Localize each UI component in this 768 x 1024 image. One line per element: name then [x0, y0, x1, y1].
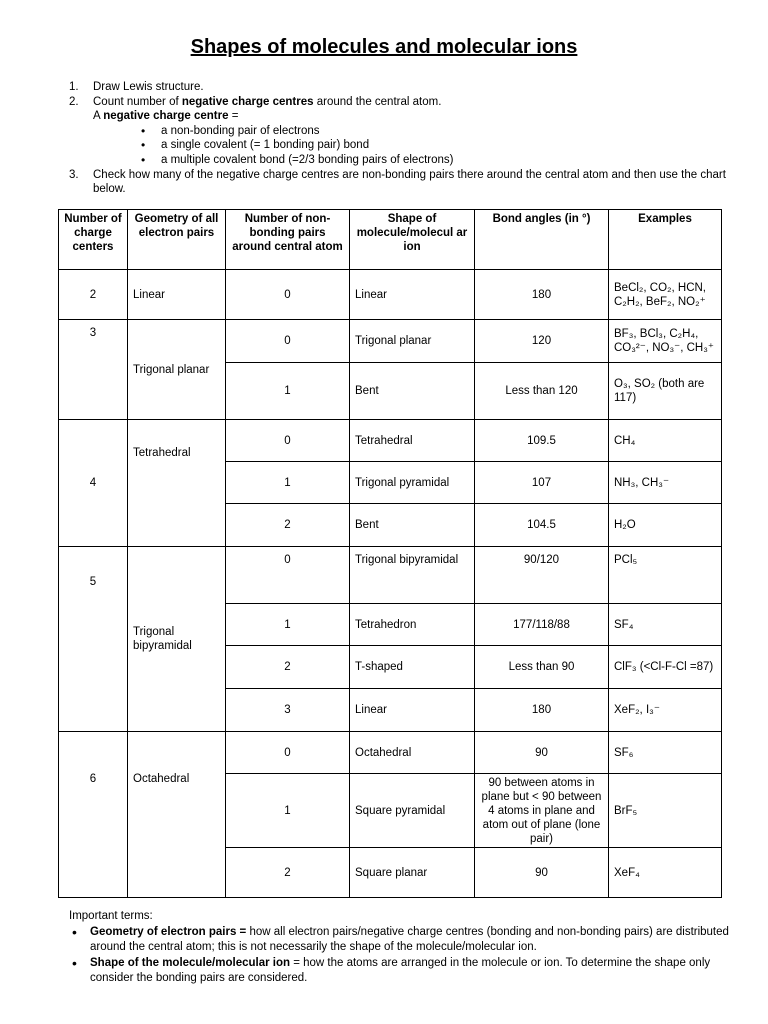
shape-cell: Bent — [350, 504, 475, 547]
nonbonding-cell: 0 — [226, 420, 350, 462]
shape-cell: Bent — [350, 363, 475, 420]
nonbonding-cell: 2 — [226, 504, 350, 547]
nonbonding-cell: 2 — [226, 848, 350, 898]
nonbonding-cell: 1 — [226, 774, 350, 848]
examples-cell: H₂O — [609, 504, 722, 547]
shape-cell: Trigonal planar — [350, 320, 475, 363]
table-row — [59, 732, 722, 774]
header-bond-angles: Bond angles (in °) — [475, 210, 609, 270]
instructions — [69, 80, 729, 197]
examples-cell: XeF₂, I₃⁻ — [609, 689, 722, 732]
term-definition: how all electron pairs/negative charge centres (bonding and non-bonding pairs) are distributed around the central atom; this is not necessarily the shape of the molecule/molecular ion. — [90, 925, 729, 953]
term-name: Geometry of electron pairs = — [90, 925, 247, 938]
table-row — [59, 270, 722, 320]
examples-cell: ClF₃ (<Cl-F-Cl =87) — [609, 646, 722, 689]
step-1 — [69, 80, 729, 95]
term-name: Shape of the molecule/molecular ion — [90, 956, 291, 969]
geometry-cell: Tetrahedral — [128, 420, 226, 547]
charge-centers-cell: 4 — [59, 420, 128, 547]
nonbonding-cell: 3 — [226, 689, 350, 732]
geometry-cell: Trigonal planar — [128, 320, 226, 420]
shape-cell: Tetrahedral — [350, 420, 475, 462]
shape-cell: T-shaped — [350, 646, 475, 689]
angle-cell: Less than 120 — [475, 363, 609, 420]
angle-cell: 180 — [475, 270, 609, 320]
nonbonding-cell: 1 — [226, 462, 350, 504]
shape-cell: Linear — [350, 689, 475, 732]
angle-cell: 90/120 — [475, 547, 609, 604]
examples-cell: XeF₄ — [609, 848, 722, 898]
page-title: Shapes of molecules and molecular ions — [190, 36, 578, 58]
charge-centers-cell: 3 — [59, 320, 128, 420]
nonbonding-cell: 0 — [226, 320, 350, 363]
geometry-cell: Linear — [128, 270, 226, 320]
nonbonding-cell: 0 — [226, 270, 350, 320]
shape-cell: Square planar — [350, 848, 475, 898]
step-2 — [69, 95, 729, 110]
examples-cell: CH₄ — [609, 420, 722, 462]
definition-text: A — [93, 110, 104, 123]
angle-cell: 177/118/88 — [475, 604, 609, 646]
step-number: 3. — [69, 168, 79, 181]
nonbonding-cell: 1 — [226, 363, 350, 420]
header-charge-centers: Number of charge centers — [59, 210, 128, 270]
step-bold-text: negative charge centres — [181, 95, 314, 108]
shape-cell: Square pyramidal — [350, 774, 475, 848]
step-text: around the central atom. — [313, 95, 442, 108]
step-number: 1. — [69, 81, 79, 93]
definition-bold-text: negative charge centre — [103, 110, 229, 123]
step-text: Check how many of the negative charge centres are non-bonding pairs there around the central atom and then use the chart below. — [93, 168, 726, 196]
shape-cell: Linear — [350, 270, 475, 320]
charge-centers-cell: 6 — [59, 732, 128, 898]
angle-cell: 104.5 — [475, 504, 609, 547]
nonbonding-cell: 2 — [226, 646, 350, 689]
examples-cell: NH₃, CH₃⁻ — [609, 462, 722, 504]
geometry-cell: Trigonal bipyramidal — [128, 547, 226, 732]
step-3 — [69, 168, 729, 197]
table-header-row — [59, 210, 722, 270]
charge-centers-cell: 5 — [59, 547, 128, 732]
examples-cell: SF₄ — [609, 604, 722, 646]
angle-cell: 120 — [475, 320, 609, 363]
header-nonbonding-pairs: Number of non-bonding pairs around central atom — [226, 210, 350, 270]
term-geometry — [69, 925, 729, 956]
shape-cell: Trigonal pyramidal — [350, 462, 475, 504]
nonbonding-cell: 0 — [226, 547, 350, 604]
shape-cell: Octahedral — [350, 732, 475, 774]
examples-cell: BeCl₂, CO₂, HCN, C₂H₂, BeF₂, NO₂⁺ — [609, 270, 722, 320]
examples-cell: PCl₅ — [609, 547, 722, 604]
angle-cell: 180 — [475, 689, 609, 732]
examples-cell: BrF₅ — [609, 774, 722, 848]
definition-bullet: • a non-bonding pair of electrons — [69, 124, 729, 139]
vsepr-table — [58, 209, 722, 898]
nonbonding-cell: 1 — [226, 604, 350, 646]
step-number: 2. — [69, 95, 79, 108]
examples-cell: O₃, SO₂ (both are 117) — [609, 363, 722, 420]
important-terms — [69, 909, 729, 987]
examples-cell: BF₃, BCl₃, C₂H₄, CO₃²⁻, NO₃⁻, CH₃⁺ — [609, 320, 722, 363]
step-text: Count number of — [93, 95, 182, 108]
shape-cell: Tetrahedron — [350, 604, 475, 646]
header-geometry: Geometry of all electron pairs — [128, 210, 226, 270]
definition-text: = — [228, 110, 239, 123]
table-row — [59, 547, 722, 604]
definition — [69, 109, 729, 124]
angle-cell: 90 between atoms in plane but < 90 between 4 atoms in plane and atom out of plane (lone pair) — [475, 774, 609, 848]
geometry-cell: Octahedral — [128, 732, 226, 898]
angle-cell: Less than 90 — [475, 646, 609, 689]
header-shape: Shape of molecule/molecul ar ion — [350, 210, 475, 270]
definition-bullet: • a single covalent (= 1 bonding pair) bond — [69, 138, 729, 153]
table-row — [59, 420, 722, 462]
header-examples: Examples — [609, 210, 722, 270]
angle-cell: 90 — [475, 848, 609, 898]
angle-cell: 107 — [475, 462, 609, 504]
angle-cell: 90 — [475, 732, 609, 774]
step-text: Draw Lewis structure. — [93, 81, 204, 93]
table-row — [59, 320, 722, 363]
charge-centers-cell: 2 — [59, 270, 128, 320]
angle-cell: 109.5 — [475, 420, 609, 462]
shape-cell: Trigonal bipyramidal — [350, 547, 475, 604]
definition-bullet: • a multiple covalent bond (=2/3 bonding pairs of electrons) — [69, 153, 729, 168]
term-definition: = how the atoms are arranged in the molecule or ion. To determine the shape only consider the bonding pairs are considered. — [90, 956, 711, 984]
term-shape — [69, 956, 729, 987]
examples-cell: SF₆ — [609, 732, 722, 774]
terms-heading: Important terms: — [69, 910, 153, 922]
nonbonding-cell: 0 — [226, 732, 350, 774]
